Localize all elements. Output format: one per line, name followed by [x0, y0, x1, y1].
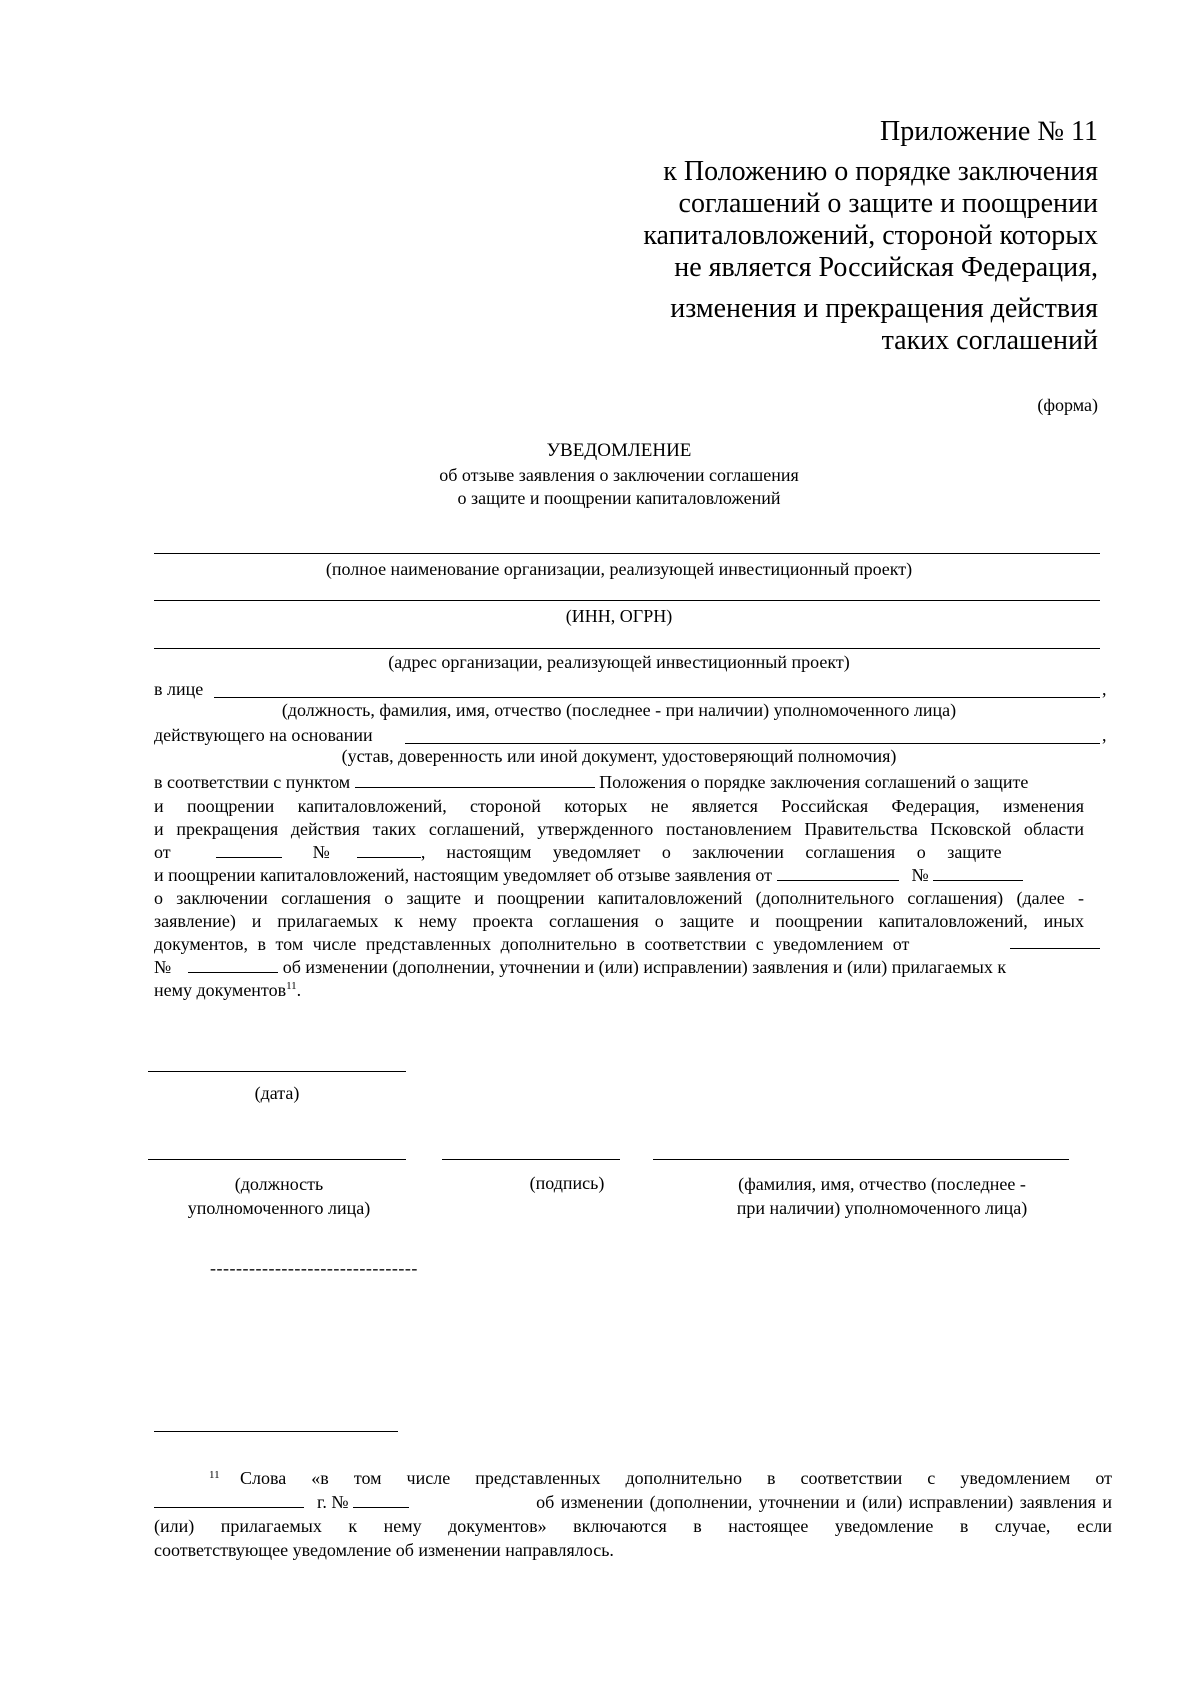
footnote-date-field[interactable] [154, 1492, 304, 1508]
body-line: о заключении соглашения о защите и поощрении капиталовложений (дополнительного соглашения) (далее - [154, 888, 1084, 908]
position-line[interactable] [148, 1159, 406, 1160]
footnote-reference[interactable]: 11 [286, 980, 297, 992]
position-caption-line: (должность [234, 1174, 324, 1194]
clause-number-field[interactable] [355, 772, 595, 788]
body-line [154, 933, 1100, 955]
footnote-line [209, 1468, 220, 1490]
basis-line[interactable] [405, 743, 1100, 744]
body-line [154, 979, 301, 1001]
body-line [154, 864, 1100, 886]
dash-separator: -------------------------------- [210, 1258, 418, 1278]
basis-label: действующего на основании [154, 725, 373, 745]
face-label: в лице [154, 679, 204, 699]
inn-ogrn-caption: (ИНН, ОГРН) [565, 606, 673, 626]
body-line [154, 771, 1100, 793]
header-line: к Положению о порядке заключения [663, 156, 1098, 187]
footnote-line: (или) прилагаемых к нему документов» включаются в настоящее уведомление в случае, если [154, 1516, 1112, 1536]
notice-date-field[interactable] [1010, 933, 1100, 949]
full-name-line[interactable] [653, 1159, 1069, 1160]
header-line: капиталовложений, стороной которых [643, 220, 1098, 251]
number-sign: № [911, 865, 929, 885]
body-text: настоящим уведомляет о заключении соглашения о защите [446, 842, 1002, 862]
application-number-field[interactable] [933, 865, 1023, 881]
position-caption [148, 1172, 410, 1220]
comma: , [1102, 679, 1107, 699]
notice-number-field[interactable] [188, 957, 278, 973]
address-caption: (адрес организации, реализующей инвестиционный проект) [388, 652, 850, 672]
date-line[interactable] [148, 1071, 406, 1072]
date-field[interactable] [216, 842, 282, 858]
full-name-caption-line: (фамилия, имя, отчество (последнее - [738, 1174, 1026, 1194]
full-name-caption [653, 1172, 1111, 1220]
footnote-text: г. № [317, 1492, 349, 1512]
header-line: соглашений о защите и поощрении [678, 188, 1098, 219]
footnote-number-field[interactable] [353, 1492, 409, 1508]
footnote-line: соответствующее уведомление об изменении направлялось. [154, 1540, 614, 1560]
org-name-line[interactable] [154, 553, 1100, 554]
number-sign: № [154, 957, 172, 977]
form-label: (форма) [1037, 395, 1098, 415]
footnote-text: об изменении (дополнении, уточнении и (или) исправлении) заявления и [536, 1492, 1112, 1512]
basis-caption: (устав, доверенность или иной документ, удостоверяющий полномочия) [341, 746, 897, 766]
body-line: и поощрении капиталовложений, стороной которых не является Российская Федерация, изменения [154, 796, 1084, 816]
number-field[interactable] [357, 842, 421, 858]
body-text: об изменении (дополнении, уточнении и (или) исправлении) заявления и (или) прилагаемых к [282, 957, 1007, 977]
full-name-caption-line: при наличии) уполномоченного лица) [736, 1198, 1028, 1218]
signature-caption: (подпись) [529, 1173, 605, 1193]
body-text: в соответствии с пунктом [154, 772, 351, 792]
header-line: изменения и прекращения действия [670, 293, 1098, 324]
number-sign: № [312, 842, 330, 862]
footnote-line [154, 1490, 1112, 1514]
position-caption-line: уполномоченного лица) [187, 1198, 371, 1218]
org-name-caption: (полное наименование организации, реализующей инвестиционный проект) [325, 559, 913, 579]
comma: , [420, 842, 426, 862]
date-caption: (дата) [254, 1083, 300, 1103]
body-text: нему документов [154, 980, 287, 1000]
face-line[interactable] [214, 697, 1100, 698]
footnote-separator [154, 1431, 398, 1432]
document-subtitle: о защите и поощрении капиталовложений [457, 488, 781, 508]
body-text: и поощрении капиталовложений, настоящим уведомляет об отзыве заявления от [154, 865, 773, 885]
header-line: таких соглашений [881, 325, 1098, 356]
document-title: УВЕДОМЛЕНИЕ [546, 440, 692, 461]
body-text: от [154, 842, 171, 862]
address-line[interactable] [154, 648, 1100, 649]
period: . [296, 980, 302, 1000]
body-line: и прекращения действия таких соглашений, утвержденного постановлением Правительства Псковской области [154, 819, 1084, 839]
application-date-field[interactable] [777, 865, 899, 881]
inn-ogrn-line[interactable] [154, 600, 1100, 601]
body-text: Положения о порядке заключения соглашений о защите [599, 772, 1029, 792]
signature-line[interactable] [442, 1159, 620, 1160]
footnote-line: Слова «в том числе представленных дополнительно в соответствии с уведомлением от [240, 1468, 1112, 1488]
body-line: заявление) и прилагаемых к нему проекта соглашения о защите и поощрении капиталовложений, иных [154, 911, 1084, 931]
document-subtitle: об отзыве заявления о заключении соглашения [439, 465, 799, 485]
body-line [154, 841, 1100, 863]
body-text: документов, в том числе представленных дополнительно в соответствии с уведомлением от [154, 934, 910, 954]
header-line: не является Российская Федерация, [674, 252, 1098, 283]
body-line [154, 956, 1100, 978]
face-caption: (должность, фамилия, имя, отчество (последнее - при наличии) уполномоченного лица) [281, 700, 957, 720]
footnote-mark: 11 [209, 1469, 220, 1481]
appendix-number: Приложение № 11 [880, 116, 1098, 147]
comma: , [1102, 725, 1107, 745]
